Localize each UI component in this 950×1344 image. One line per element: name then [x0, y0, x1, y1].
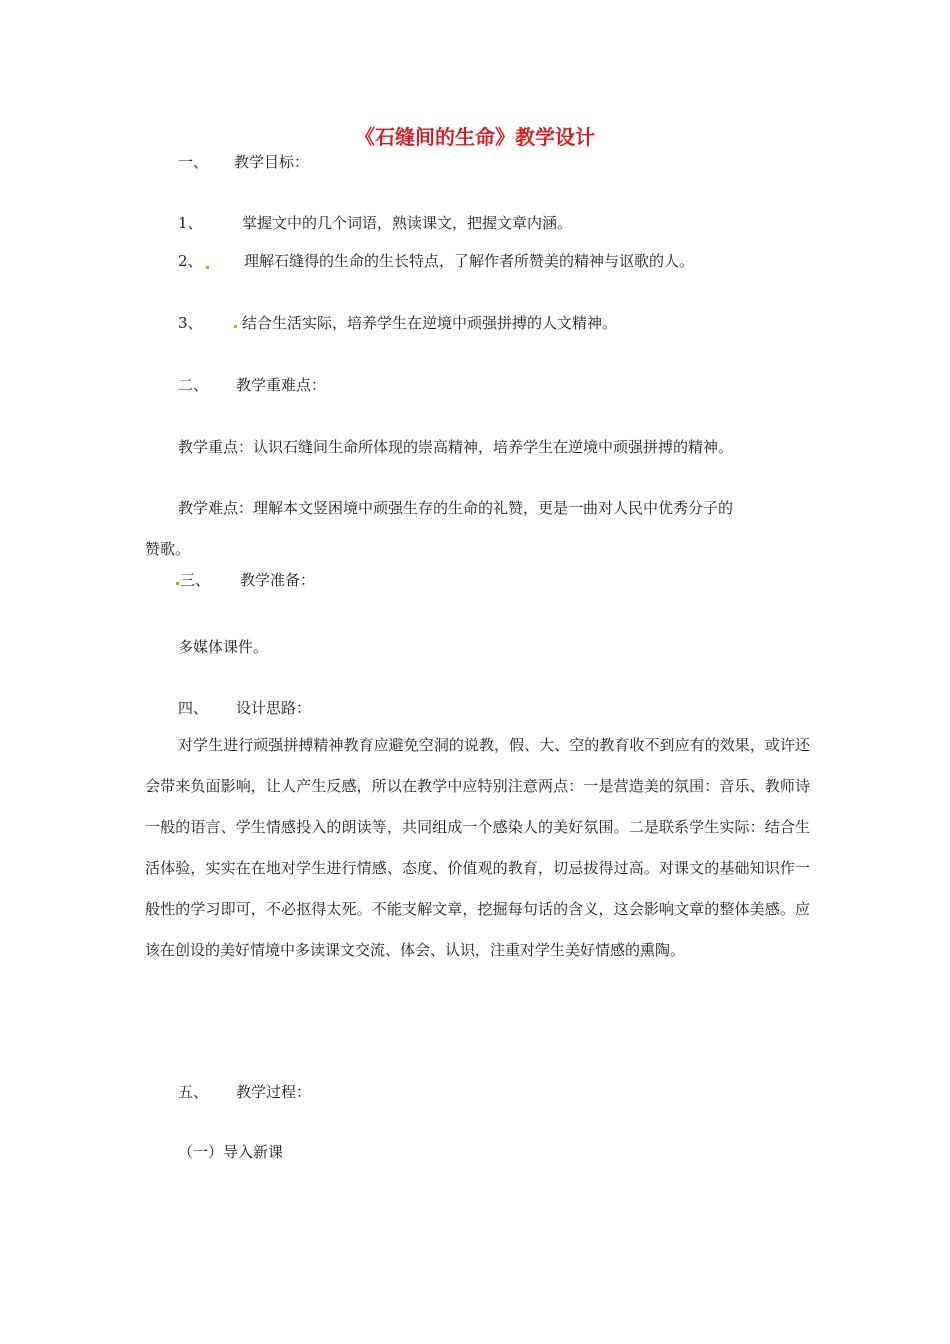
objective-item-2: [178, 251, 203, 271]
section-3-heading: [180, 570, 315, 590]
mark-dot: [206, 266, 209, 269]
section-title: 设计思路：: [236, 699, 312, 717]
mark-dot: [176, 582, 179, 585]
difficult-point-line-1: 教学难点：理解本文竖困境中顽强生存的生命的礼赞，更是一曲对人民中优秀分子的: [178, 499, 734, 517]
section-title: 教学重难点：: [236, 376, 327, 394]
section-number: 五、: [178, 1083, 209, 1101]
process-step-1: （一）导入新课: [178, 1143, 284, 1161]
objective-number: 2、: [178, 252, 203, 270]
mark-dot: [234, 325, 237, 328]
section-2-heading: [178, 375, 326, 395]
objective-item-1: [178, 213, 203, 233]
document-title: 《石缝间的生命》教学设计: [355, 125, 595, 149]
objective-number: 3、: [178, 314, 203, 332]
section-title: 教学准备：: [240, 571, 316, 589]
objective-number: 1、: [178, 214, 203, 232]
section-number: 二、: [178, 376, 209, 394]
objective-text-3: 结合生活实际，培养学生在逆境中顽强拼搏的人文精神。: [242, 314, 618, 332]
design-idea-paragraph: 对学生进行顽强拼搏精神教育应避免空洞的说教，假、大、空的教育收不到应有的效果，或许还会带来负面影响，让人产生反感，所以在教学中应特别注意两点：一是营造美的氛围：音乐、教师诗一般的语言、学生情感投入的朗读等，共同组成一个感染人的美好氛围。二是联系学生实际：结合生活体验，实实在在地对学生进行情感、态度、价值观的教育，切忌拔得过高。对课文的基础知识作一般性的学习即可，不必抠得太死。不能支解文章，挖掘每句话的含义，这会影响文章的整体美感。应该在创设的美好情境中多读课文交流、体会、认识，注重对学生美好情感的熏陶。: [145, 736, 810, 959]
section-number: 三、: [180, 571, 211, 589]
objective-text-2: 理解石缝得的生命的生长特点，了解作者所赞美的精神与讴歌的人。: [244, 252, 695, 270]
section-4-heading: [178, 698, 311, 718]
key-point: 教学重点：认识石缝间生命所体现的崇高精神，培养学生在逆境中顽强拼搏的精神。: [178, 438, 734, 456]
section-1-heading: [178, 152, 309, 172]
objective-item-3: [178, 313, 203, 333]
section-5-heading: [178, 1082, 311, 1102]
section-number: 四、: [178, 699, 209, 717]
difficult-point-line-2: 赞歌。: [145, 540, 191, 558]
section-number: 一、: [178, 153, 209, 171]
preparation-text: 多媒体课件。: [178, 638, 269, 656]
objective-text-1: 掌握文中的几个词语，熟读课文，把握文章内涵。: [242, 214, 573, 232]
section-title: 教学过程：: [236, 1083, 312, 1101]
section-title: 教学目标：: [234, 153, 310, 171]
